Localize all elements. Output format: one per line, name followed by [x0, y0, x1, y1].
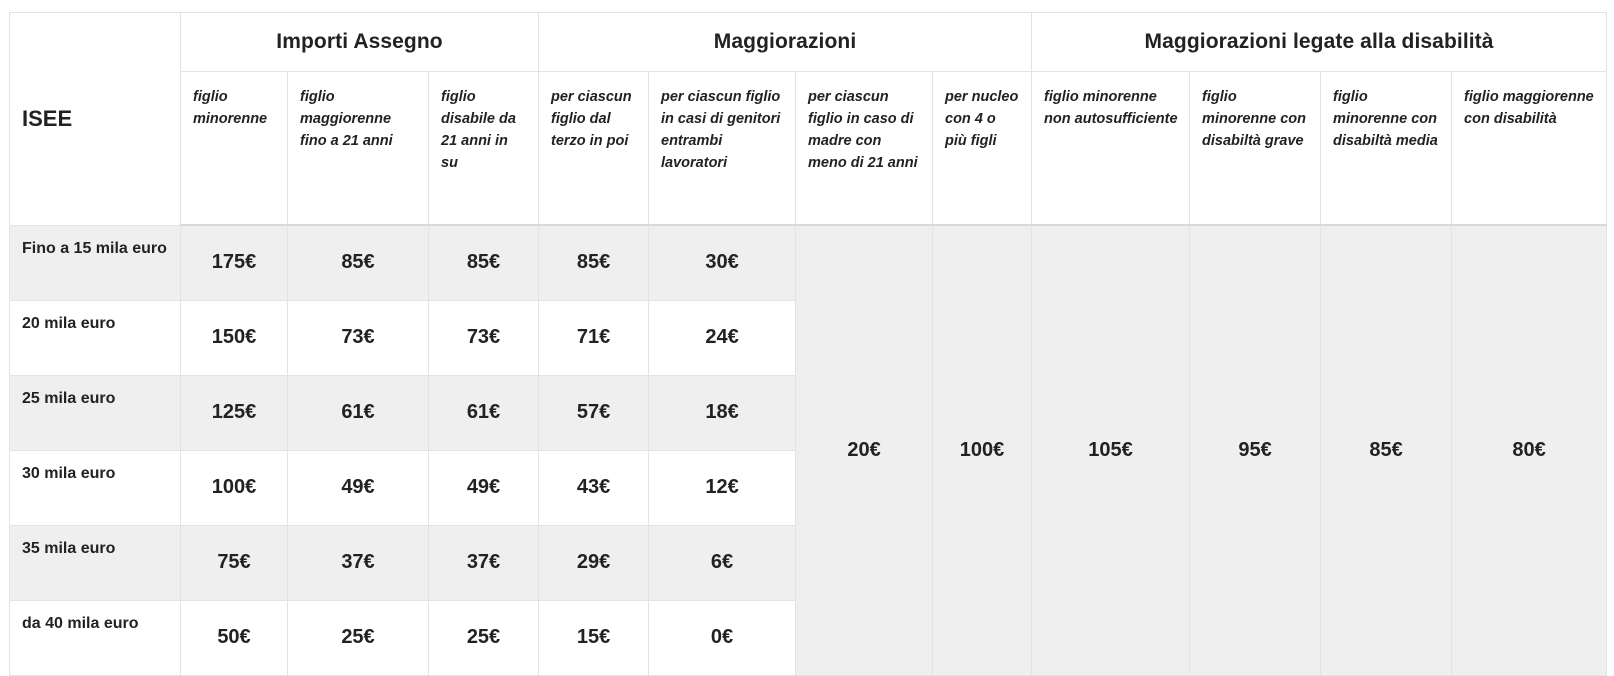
subheader-nucleo-numeroso: per nucleo con 4 o più figli — [933, 72, 1032, 226]
table-cell: 175€ — [181, 225, 288, 300]
subheader-disabilita-grave: figlio minorenne con disabiltà grave — [1190, 72, 1321, 226]
merged-cell-non-autosufficiente: 105€ — [1032, 225, 1190, 675]
table-cell: 15€ — [539, 600, 649, 675]
table-cell: 50€ — [181, 600, 288, 675]
group-header-importi: Importi Assegno — [181, 13, 539, 72]
subheader-maggiorenne-disabile: figlio maggiorenne con disabilità — [1452, 72, 1607, 226]
row-label: 30 mila euro — [10, 450, 181, 525]
table-cell: 25€ — [288, 600, 429, 675]
row-label: 20 mila euro — [10, 300, 181, 375]
table-cell: 24€ — [649, 300, 796, 375]
row-label: 35 mila euro — [10, 525, 181, 600]
merged-cell-disabilita-grave: 95€ — [1190, 225, 1321, 675]
table-cell: 49€ — [288, 450, 429, 525]
subheader-figlio-disabile: figlio disabile da 21 anni in su — [429, 72, 539, 226]
isee-header: ISEE — [10, 13, 181, 226]
table-cell: 0€ — [649, 600, 796, 675]
table-cell: 12€ — [649, 450, 796, 525]
table-cell: 25€ — [429, 600, 539, 675]
table-cell: 71€ — [539, 300, 649, 375]
merged-cell-maggiorenne-disabile: 80€ — [1452, 225, 1607, 675]
table-cell: 100€ — [181, 450, 288, 525]
subheader-figlio-maggiorenne: figlio maggiorenne fino a 21 anni — [288, 72, 429, 226]
table-cell: 61€ — [429, 375, 539, 450]
subheader-genitori-lavoratori: per ciascun figlio in casi di genitori entrambi lavoratori — [649, 72, 796, 226]
table-cell: 57€ — [539, 375, 649, 450]
table-cell: 61€ — [288, 375, 429, 450]
table-cell: 75€ — [181, 525, 288, 600]
table-cell: 49€ — [429, 450, 539, 525]
row-label: Fino a 15 mila euro — [10, 225, 181, 300]
table-cell: 85€ — [288, 225, 429, 300]
table-cell: 30€ — [649, 225, 796, 300]
group-header-disabilita: Maggiorazioni legate alla disabilità — [1032, 13, 1607, 72]
table-cell: 18€ — [649, 375, 796, 450]
table-cell: 125€ — [181, 375, 288, 450]
subheader-terzo-figlio: per ciascun figlio dal terzo in poi — [539, 72, 649, 226]
group-header-maggiorazioni: Maggiorazioni — [539, 13, 1032, 72]
subheader-non-autosufficiente: figlio minorenne non autosufficiente — [1032, 72, 1190, 226]
subheader-madre-giovane: per ciascun figlio in caso di madre con meno di 21 anni — [796, 72, 933, 226]
table-cell: 37€ — [288, 525, 429, 600]
assegno-table — [9, 12, 1607, 676]
subheader-figlio-minorenne: figlio minorenne — [181, 72, 288, 226]
row-label: da 40 mila euro — [10, 600, 181, 675]
merged-cell-disabilita-media: 85€ — [1321, 225, 1452, 675]
table-cell: 29€ — [539, 525, 649, 600]
table-cell: 150€ — [181, 300, 288, 375]
subheader-disabilita-media: figlio minorenne con disabiltà media — [1321, 72, 1452, 226]
table-cell: 85€ — [429, 225, 539, 300]
table-row — [10, 225, 1607, 300]
table-cell: 37€ — [429, 525, 539, 600]
table-cell: 43€ — [539, 450, 649, 525]
row-label: 25 mila euro — [10, 375, 181, 450]
table-cell: 85€ — [539, 225, 649, 300]
table-cell: 73€ — [288, 300, 429, 375]
merged-cell-madre-giovane: 20€ — [796, 225, 933, 675]
table-cell: 73€ — [429, 300, 539, 375]
table-cell: 6€ — [649, 525, 796, 600]
merged-cell-nucleo-numeroso: 100€ — [933, 225, 1032, 675]
assegno-table-container — [9, 12, 1606, 676]
